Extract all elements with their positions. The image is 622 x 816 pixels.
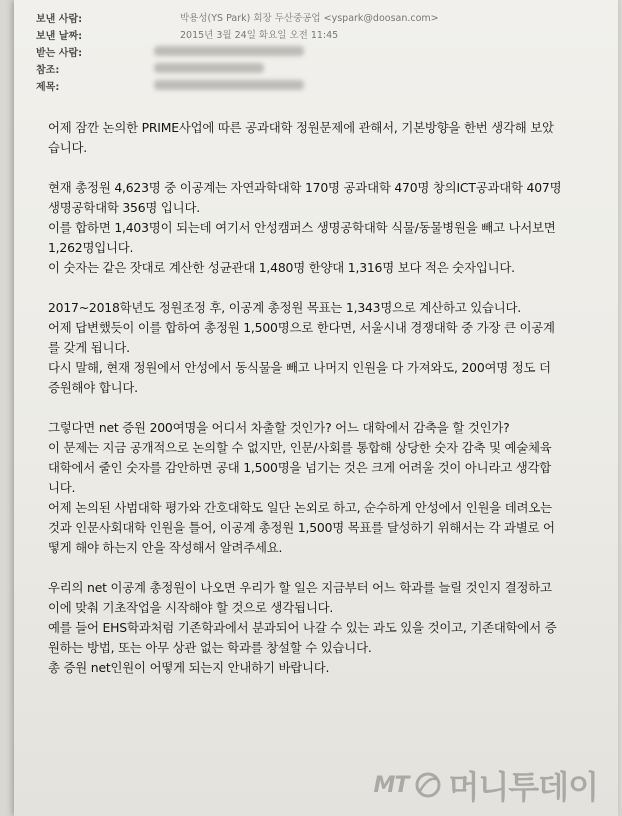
email-header xyxy=(36,8,608,93)
body-line: 습니다. xyxy=(48,140,88,155)
body-line: 현재 총정원 4,623명 중 이공계는 자연과학대학 170명 공과대학 470명 창의ICT공과대학 407명 xyxy=(48,180,562,195)
body-line: 총 증원 net인원이 어떻게 되는지 안내하기 바랍니다. xyxy=(48,660,330,675)
header-row-cc xyxy=(36,59,608,76)
body-line: 이 숫자는 같은 잣대로 계산한 성균관대 1,480명 한양대 1,316명 보다 적은 숫자입니다. xyxy=(48,260,515,275)
body-paragraph xyxy=(48,418,608,558)
watermark-name: 머니투데이 xyxy=(448,768,598,806)
header-label: 제목: xyxy=(36,82,60,93)
body-line: 1,262명입니다. xyxy=(48,240,134,255)
globe-logo-icon xyxy=(414,771,442,799)
body-line: 어제 잠깐 논의한 PRIME사업에 따른 공과대학 정원문제에 관해서, 기본방향을 한번 생각해 보았 xyxy=(48,120,554,135)
body-line: 떻게 해야 하는지 안을 작성해서 알려주세요. xyxy=(48,540,283,555)
body-line: 다시 말해, 현재 정원에서 안성에서 동식물을 빼고 나머지 인원을 다 가져와도, 200여명 정도 더 xyxy=(48,360,551,375)
header-row-date xyxy=(36,25,608,42)
body-line: 생명공학대학 356명 입니다. xyxy=(48,200,200,215)
redacted-blur xyxy=(154,80,304,90)
body-line: 2017~2018학년도 정원조정 후, 이공계 총정원 목표는 1,343명으로 계산하고 있습니다. xyxy=(48,300,522,315)
body-line: 이 문제는 지금 공개적으로 논의할 수 없지만, 인문/사회를 통합해 상당한 숫자 감축 및 예술체육 xyxy=(48,440,552,455)
header-row-subject xyxy=(36,76,608,93)
header-row-to xyxy=(36,42,608,59)
body-line: 어제 답변했듯이 이를 합하여 총정원 1,500명으로 한다면, 서울시내 경쟁대학 중 가장 큰 이공계 xyxy=(48,320,555,335)
body-paragraph xyxy=(48,578,608,678)
body-line: 우리의 net 이공계 총정원이 나오면 우리가 할 일은 지금부터 어느 학과를 늘릴 것인지 결정하고 xyxy=(48,580,552,595)
body-line: 이를 합하면 1,403명이 되는데 여기서 안성캠퍼스 생명공학대학 식물/동물병원을 빼고 나서보면 xyxy=(48,220,556,235)
header-label: 보낸 날짜: xyxy=(36,31,83,42)
body-line: 예를 들어 EHS학과처럼 기존학과에서 분과되어 나갈 수 있는 과도 있을 것이고, 기존대학에서 증 xyxy=(48,620,557,635)
header-label: 참조: xyxy=(36,65,60,76)
body-paragraph xyxy=(48,118,608,158)
body-paragraph xyxy=(48,178,608,278)
body-line: 이에 맞춰 기초작업을 시작해야 할 것으로 생각됩니다. xyxy=(48,600,334,615)
email-body xyxy=(48,118,608,698)
redacted-blur xyxy=(154,63,264,73)
header-label: 받는 사람: xyxy=(36,48,83,59)
body-line: 니다. xyxy=(48,480,76,495)
watermark xyxy=(374,762,598,808)
body-line: 대학에서 줄인 숫자를 감안하면 공대 1,500명을 넘기는 것은 크게 어려울 것이 아니라고 생각합 xyxy=(48,460,552,475)
body-paragraph xyxy=(48,298,608,398)
header-row-from xyxy=(36,8,608,25)
body-line: 증원해야 합니다. xyxy=(48,380,138,395)
body-line: 어제 논의된 사범대학 평가와 간호대학도 일단 논외로 하고, 순수하게 안성에서 인원을 데려오는 xyxy=(48,500,552,515)
body-line: 것과 인문사회대학 인원을 틀어, 이공계 총정원 1,500명 목표를 달성하기 위해서는 각 과별로 어 xyxy=(48,520,555,535)
header-value: 2015년 3월 24일 화요일 오전 11:45 xyxy=(180,30,339,41)
redacted-blur xyxy=(154,46,304,56)
body-line: 그렇다면 net 증원 200여명을 어디서 차출할 것인가? 어느 대학에서 감축을 할 것인가? xyxy=(48,420,510,435)
header-value: 박용성(YS Park) 회장 두산중공업 <yspark@doosan.com> xyxy=(180,13,439,24)
body-line: 를 갖게 됩니다. xyxy=(48,340,130,355)
watermark-mt: MT xyxy=(373,772,409,798)
header-label: 보낸 사람: xyxy=(36,14,83,25)
printed-email-page xyxy=(14,0,618,816)
body-line: 원하는 방법, 또는 아무 상관 없는 학과를 창설할 수 있습니다. xyxy=(48,640,372,655)
